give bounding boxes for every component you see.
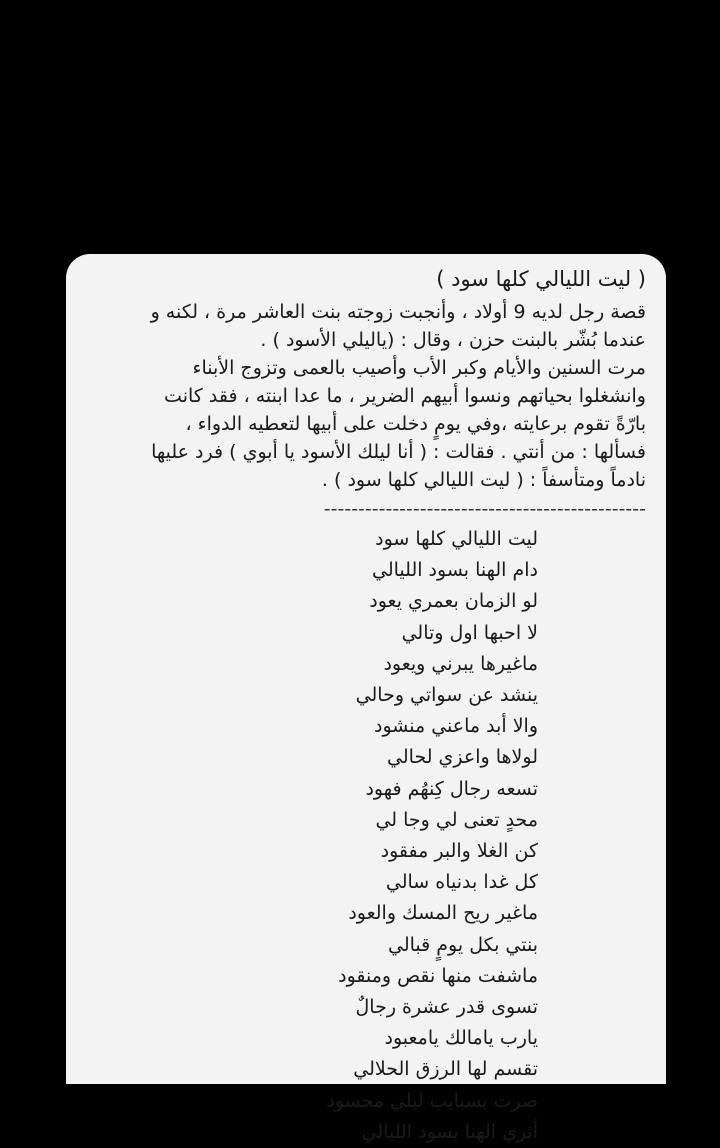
poem-line: ماغيرها يبرني ويعود — [383, 652, 538, 675]
story-line: وانشغلوا بحياتهم ونسوا أبيهم الضرير ، ما عدا ابنته ، فقد كانت — [164, 385, 646, 407]
poem-line: ماغير ريح المسك والعود — [348, 902, 538, 925]
poem-line: لو الزمان بعمري يعود — [369, 590, 538, 613]
poem-line: ينشد عن سواتي وحالي — [355, 684, 538, 707]
poem-line: صرت بسبايب ليلي محسود — [326, 1089, 538, 1112]
poem-line: ماشفت منها نقص ومنقود — [338, 964, 538, 987]
dashed-divider: ----------------------------------------------- — [323, 498, 646, 520]
story-title: ( ليت الليالي كلها سود ) — [436, 267, 646, 291]
poem-line: محدٍ تعنى لي وجا لي — [375, 808, 538, 831]
story-line: مرت السنين والأيام وكبر الأب وأصيب بالعمى وتزوج الأبناء — [192, 357, 646, 379]
poem-line: تسوى قدر عشرة رجالٌ — [355, 996, 538, 1019]
story-paragraph — [86, 298, 646, 494]
poem-line: دام الهنا بسود الليالي — [372, 559, 538, 582]
poem-line: يارب يامالك يامعبود — [384, 1027, 538, 1050]
poem-line: بنتي بكل يومٍ قبالي — [388, 933, 538, 956]
note-card — [66, 254, 666, 1143]
poem-line: أثري الهنا بسود الليالي — [361, 1120, 538, 1143]
poem-line: تسعه رجال كِنهُم فهود — [365, 777, 538, 800]
poem-line: لولاها واعزي لحالي — [387, 746, 538, 769]
story-line: قصة رجل لديه 9 أولاد ، وأنجبت زوجته بنت العاشر مرة ، لكنه و — [150, 301, 646, 323]
story-line: فسألها : من أنتي . فقالت : ( أنا ليلك الأسود يا أبوي ) فرد عليها — [151, 441, 646, 463]
poem-line: تقسم لها الرزق الحلالي — [353, 1058, 538, 1081]
story-line: نادماً ومتأسفاً : ( ليت الليالي كلها سود ) . — [321, 469, 646, 491]
poem-line: كن الغلا والبر مفقود — [380, 840, 538, 863]
poem-line: لا احبها اول وتالي — [401, 621, 538, 644]
story-line: بارّةً تقوم برعايته ،وفي يومٍ دخلت على أبيها لتعطيه الدواء ، — [185, 413, 646, 435]
poem-line: ليت الليالي كلها سود — [375, 528, 538, 550]
poem-line: والا أبد ماعني منشود — [374, 715, 538, 738]
story-line: عندما بُشّر بالبنت حزن ، وقال : (ياليلي الأسود ) . — [260, 329, 646, 351]
poem-line: كل غدا بدنياه سالي — [385, 871, 538, 894]
poem — [86, 524, 646, 1148]
